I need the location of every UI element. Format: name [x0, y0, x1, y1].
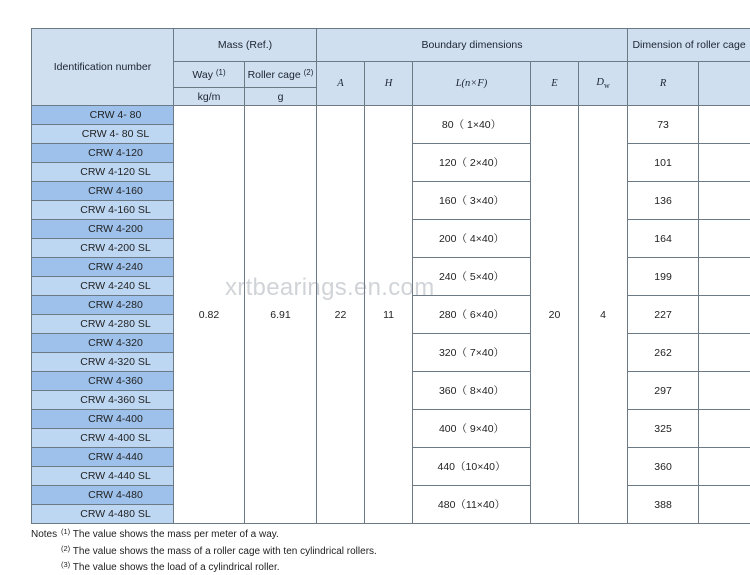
roller-cage-dimension-header: Dimension of roller cage — [628, 29, 750, 62]
identification-cell: CRW 4-320 SL — [32, 353, 174, 372]
cage-unit: g — [245, 88, 317, 106]
note-item: Notes $^{(1)}$ The value shows the mass per meter of a way. — [31, 527, 279, 540]
dimension-R-value: 297 — [628, 372, 699, 410]
identification-cell: CRW 4-240 — [32, 258, 174, 277]
symbol-L-header: L(n×F) — [413, 62, 531, 106]
identification-cell: CRW 4-440 SL — [32, 467, 174, 486]
identification-cell: CRW 4-200 SL — [32, 239, 174, 258]
extra-column-cell — [699, 448, 750, 486]
extra-column-cell — [699, 296, 750, 334]
length-value: 360（ 8×40） — [413, 372, 531, 410]
extra-column-cell — [699, 258, 750, 296]
extra-column-cell — [699, 182, 750, 220]
way-mass-value: 0.82 — [174, 106, 245, 524]
length-value: 480（11×40） — [413, 486, 531, 524]
extra-column-cell — [699, 334, 750, 372]
length-value: 320（ 7×40） — [413, 334, 531, 372]
length-value: 400（ 9×40） — [413, 410, 531, 448]
way-header: Way $^{(1)}$ — [174, 62, 245, 88]
length-value: 120（ 2×40） — [413, 144, 531, 182]
notes-section — [31, 525, 377, 575]
dimension-R-value: 199 — [628, 258, 699, 296]
spec-table-body — [32, 106, 750, 524]
identification-cell: CRW 4-440 — [32, 448, 174, 467]
cage-mass-value: 6.91 — [245, 106, 317, 524]
identification-cell: CRW 4-480 — [32, 486, 174, 505]
dimension-R-value: 164 — [628, 220, 699, 258]
way-unit: kg/m — [174, 88, 245, 106]
extra-column-cell — [699, 410, 750, 448]
length-value: 160（ 3×40） — [413, 182, 531, 220]
spec-table — [31, 28, 750, 524]
identification-cell: CRW 4-480 SL — [32, 505, 174, 524]
identification-cell: CRW 4-400 — [32, 410, 174, 429]
identification-cell: CRW 4-160 SL — [32, 201, 174, 220]
dimension-R-value: 136 — [628, 182, 699, 220]
dimension-H-value: 11 — [365, 106, 413, 524]
notes-lead: Notes — [31, 529, 58, 540]
length-value: 80（ 1×40） — [413, 106, 531, 144]
length-value: 200（ 4×40） — [413, 220, 531, 258]
symbol-A-header: A — [317, 62, 365, 106]
dimension-R-value: 388 — [628, 486, 699, 524]
note-item: $^{(2)}$ The value shows the mass of a roller cage with ten cylindrical rollers. — [61, 543, 377, 557]
symbol-R-header: R — [628, 62, 699, 106]
length-value: 280（ 6×40） — [413, 296, 531, 334]
identification-cell: CRW 4-280 SL — [32, 315, 174, 334]
identification-cell: CRW 4-360 SL — [32, 391, 174, 410]
symbol-H-header: H — [365, 62, 413, 106]
extra-column-cell — [699, 220, 750, 258]
boundary-dimensions-header: Boundary dimensions — [317, 29, 628, 62]
dimension-R-value: 360 — [628, 448, 699, 486]
dimension-R-value: 262 — [628, 334, 699, 372]
identification-cell: CRW 4-120 SL — [32, 163, 174, 182]
table-row — [32, 106, 750, 125]
identification-cell: CRW 4-400 SL — [32, 429, 174, 448]
watermark-text: xrtbearings.en.com — [225, 274, 435, 301]
length-value: 240（ 5×40） — [413, 258, 531, 296]
id-column-header: Identification number — [32, 29, 174, 106]
note-item: $^{(3)}$ The value shows the load of a cylindrical roller. — [61, 560, 280, 573]
dimension-A-value: 22 — [317, 106, 365, 524]
identification-cell: CRW 4-320 — [32, 334, 174, 353]
identification-cell: CRW 4- 80 — [32, 106, 174, 125]
identification-cell: CRW 4- 80 SL — [32, 125, 174, 144]
identification-cell: CRW 4-240 SL — [32, 277, 174, 296]
dimension-R-value: 101 — [628, 144, 699, 182]
identification-cell: CRW 4-200 — [32, 220, 174, 239]
extra-column-cell — [699, 144, 750, 182]
identification-cell: CRW 4-120 — [32, 144, 174, 163]
extra-column-cell — [699, 106, 750, 144]
dimension-E-value: 20 — [531, 106, 579, 524]
extra-column-cell — [699, 372, 750, 410]
extra-column-cell — [699, 486, 750, 524]
symbol-Dw-header: $D_w$ — [579, 62, 628, 106]
dimension-R-value: 325 — [628, 410, 699, 448]
roller-cage-header: Roller cage $^{(2)}$ — [245, 62, 317, 88]
mass-header: Mass (Ref.) — [174, 29, 317, 62]
dimension-R-value: 227 — [628, 296, 699, 334]
dimension-Dw-value: 4 — [579, 106, 628, 524]
identification-cell: CRW 4-160 — [32, 182, 174, 201]
identification-cell: CRW 4-280 — [32, 296, 174, 315]
symbol-E-header: E — [531, 62, 579, 106]
dimension-R-value: 73 — [628, 106, 699, 144]
extra-column-header — [699, 62, 750, 106]
identification-cell: CRW 4-360 — [32, 372, 174, 391]
length-value: 440（10×40） — [413, 448, 531, 486]
